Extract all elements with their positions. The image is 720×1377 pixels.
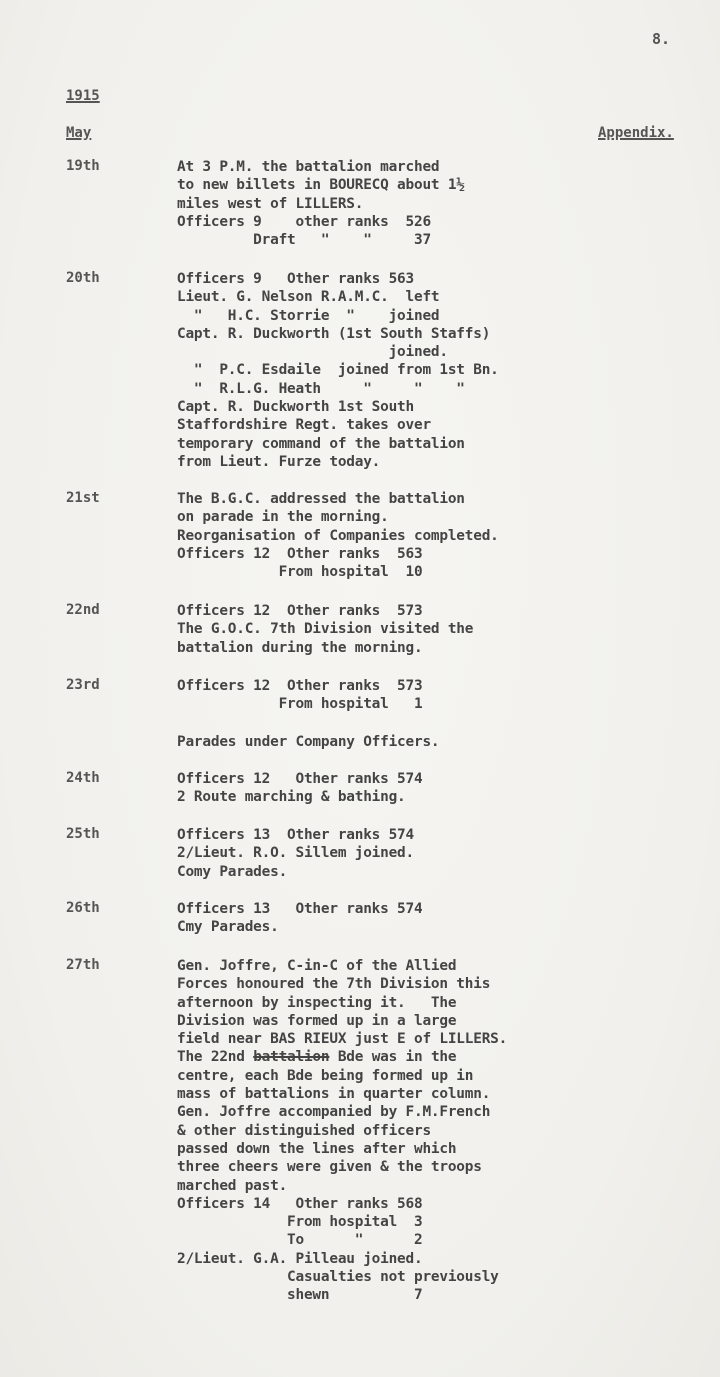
entry-line: 2 Route marching & bathing. bbox=[177, 789, 406, 806]
entry-date: 22nd bbox=[66, 602, 100, 618]
entry-date: 25th bbox=[66, 826, 100, 842]
entry-line: temporary command of the battalion bbox=[177, 435, 465, 452]
struck-prefix: The 22nd bbox=[177, 1049, 254, 1066]
entry-line: three cheers were given & the troops bbox=[177, 1159, 482, 1176]
entry-line: Forces honoured the 7th Division this bbox=[177, 976, 491, 993]
entry-line: centre, each Bde being formed up in bbox=[177, 1067, 474, 1084]
entry-date: 24th bbox=[66, 770, 100, 786]
entry-line: Division was formed up in a large bbox=[177, 1012, 457, 1029]
entry-date: 19th bbox=[66, 158, 100, 174]
entry-line: Comy Parades. bbox=[177, 863, 288, 880]
entry-line: to new billets in BOURECQ about 1½ bbox=[177, 177, 465, 194]
entry-line: Capt. R. Duckworth 1st South bbox=[177, 399, 414, 416]
entry-line: From hospital 1 bbox=[177, 696, 423, 713]
entry-body bbox=[177, 770, 707, 807]
entry-line: To " 2 bbox=[177, 1232, 423, 1249]
entry-line: Reorganisation of Companies completed. bbox=[177, 527, 499, 544]
entry-body bbox=[177, 826, 707, 881]
entry-body bbox=[177, 270, 707, 471]
entry-line: 2/Lieut. G.A. Pilleau joined. bbox=[177, 1250, 423, 1267]
month-heading: May bbox=[66, 125, 92, 141]
entry-line: marched past. bbox=[177, 1177, 288, 1194]
entry-line: Gen. Joffre, C-in-C of the Allied bbox=[177, 958, 457, 974]
entry-line: Capt. R. Duckworth (1st South Staffs) bbox=[177, 325, 491, 342]
entry-line: " R.L.G. Heath " " " bbox=[177, 380, 465, 397]
entry-line: afternoon by inspecting it. The bbox=[177, 994, 457, 1011]
entry-line: from Lieut. Furze today. bbox=[177, 453, 381, 470]
entry-line: Officers 14 Other ranks 568 bbox=[177, 1195, 423, 1212]
entry-date: 21st bbox=[66, 490, 100, 506]
appendix-column-heading: Appendix. bbox=[598, 125, 674, 141]
entry-date: 27th bbox=[66, 957, 100, 973]
entry-line-with-strikethrough bbox=[177, 1048, 707, 1066]
page-number: 8. bbox=[652, 30, 671, 48]
entry-body bbox=[177, 490, 707, 581]
entry-line: Staffordshire Regt. takes over bbox=[177, 417, 431, 434]
entry-line: passed down the lines after which bbox=[177, 1140, 457, 1157]
entry-date: 20th bbox=[66, 270, 100, 286]
entry-body bbox=[177, 677, 707, 751]
entry-line: shewn 7 bbox=[177, 1287, 423, 1304]
entry-line: Casualties not previously bbox=[177, 1269, 499, 1286]
entry-line: & other distinguished officers bbox=[177, 1122, 431, 1139]
year-heading: 1915 bbox=[66, 88, 100, 104]
entry-line: Officers 12 Other ranks 573 bbox=[177, 678, 423, 694]
entry-line: Officers 9 Other ranks 563 bbox=[177, 271, 414, 287]
entry-line: miles west of LILLERS. bbox=[177, 195, 364, 212]
entry-line: Draft " " 37 bbox=[177, 232, 431, 249]
entry-line: Officers 9 other ranks 526 bbox=[177, 213, 431, 230]
struck-suffix: Bde was in the bbox=[329, 1049, 457, 1066]
entry-line: " H.C. Storrie " joined bbox=[177, 307, 440, 324]
entry-line: The G.O.C. 7th Division visited the bbox=[177, 621, 474, 638]
entry-line bbox=[177, 714, 707, 733]
entry-line: 2/Lieut. R.O. Sillem joined. bbox=[177, 845, 414, 862]
entry-line: on parade in the morning. bbox=[177, 509, 389, 526]
entry-body bbox=[177, 900, 707, 937]
entry-line: The B.G.C. addressed the battalion bbox=[177, 491, 465, 507]
entry-body bbox=[177, 602, 707, 657]
entry-line: mass of battalions in quarter column. bbox=[177, 1086, 491, 1103]
entry-date: 26th bbox=[66, 900, 100, 916]
entry-date: 23rd bbox=[66, 677, 100, 693]
struck-word: battalion bbox=[253, 1049, 330, 1066]
entry-line: At 3 P.M. the battalion marched bbox=[177, 159, 440, 175]
entry-line: Officers 13 Other ranks 574 bbox=[177, 901, 423, 917]
entry-line: Cmy Parades. bbox=[177, 919, 279, 936]
entry-line: joined. bbox=[177, 344, 448, 361]
entry-line: field near BAS RIEUX just E of LILLERS. bbox=[177, 1031, 508, 1048]
entry-line: Parades under Company Officers. bbox=[177, 733, 440, 750]
entry-line: Officers 12 Other ranks 574 bbox=[177, 771, 423, 787]
entry-line: From hospital 10 bbox=[177, 564, 423, 581]
entry-line: Officers 12 Other ranks 573 bbox=[177, 603, 423, 619]
entry-body bbox=[177, 158, 707, 249]
entry-line: Officers 12 Other ranks 563 bbox=[177, 545, 423, 562]
entry-line: " P.C. Esdaile joined from 1st Bn. bbox=[177, 362, 499, 379]
entry-line: Officers 13 Other ranks 574 bbox=[177, 827, 414, 843]
entry-line: battalion during the morning. bbox=[177, 639, 423, 656]
entry-line: Gen. Joffre accompanied by F.M.French bbox=[177, 1104, 491, 1121]
entry-line: From hospital 3 bbox=[177, 1214, 423, 1231]
entry-body bbox=[177, 957, 707, 1305]
entry-line: Lieut. G. Nelson R.A.M.C. left bbox=[177, 289, 440, 306]
